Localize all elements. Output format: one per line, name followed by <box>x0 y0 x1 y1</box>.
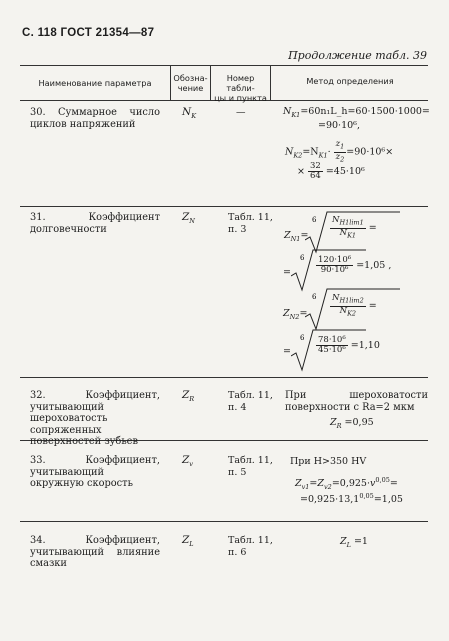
row-31-zn1-fraction: $\frac{N_{H1lim1}}{N_{K1}}$ = <box>332 215 377 240</box>
row-30-symbol: $N_K$ <box>182 106 197 121</box>
row-32-method-value: $Z_R =0,95$ <box>330 417 374 430</box>
svg-text:6: 6 <box>312 216 317 224</box>
column-header-designation: Обозна- чение <box>173 73 208 93</box>
row-33-formula-1: $Z_{v1}=Z_{v2}=0,925\cdot v^{0,05}=$ <box>295 476 398 492</box>
row-31-symbol: $Z_N$ <box>182 211 195 226</box>
column-header-name: Наименование параметра <box>38 78 152 88</box>
table-continuation-label: Продолжение табл. 39 <box>288 49 427 62</box>
column-divider <box>270 66 271 100</box>
row-30-ref: — <box>236 107 246 118</box>
row-33-symbol: $Z_v$ <box>182 454 193 469</box>
row-31-eq: = <box>283 346 291 357</box>
row-32-name: 32. Коэффициент, учитывающий шероховатость сопряженных поверхностей зубьев <box>30 390 160 447</box>
row-34-name: 34. Коэффициент, учитывающий влияние смазки <box>30 535 160 569</box>
row-31-name: 31. Коэффициент долговечности <box>30 212 160 235</box>
row-31-zn2-formula: $Z_{N2}=$ <box>283 308 308 321</box>
row-31-ref: Табл. 11, п. 3 <box>228 212 273 235</box>
svg-text:6: 6 <box>300 334 305 342</box>
column-header-method: Метод определения <box>306 76 394 86</box>
column-divider <box>170 66 171 100</box>
page-header: С. 118 ГОСТ 21354—87 <box>22 27 155 39</box>
svg-text:6: 6 <box>300 254 305 262</box>
row-rule <box>20 206 428 207</box>
row-32-symbol: $Z_R$ <box>182 389 195 404</box>
row-31-eq: = <box>283 267 291 278</box>
row-rule <box>20 377 428 378</box>
row-34-ref: Табл. 11, п. 6 <box>228 535 273 558</box>
row-33-name: 33. Коэффициент, учитывающий окружную скорость <box>30 455 160 489</box>
row-33-ref: Табл. 11, п. 5 <box>228 455 273 478</box>
row-30-formula-2: $N_{K2}=N_{K1}\cdot$ $\frac{z_1}{z_2}$ =90·10⁶× <box>285 139 394 164</box>
row-31-zn1-numbers: $\frac{\text{120·10⁶}}{\text{90·10⁶}}$ =1,05 , <box>318 255 392 275</box>
row-33-formula-2: $=0,925\cdot 13,1^{0,05}=1,05$ <box>300 492 403 506</box>
svg-text:6: 6 <box>312 293 317 301</box>
row-34-symbol: $Z_L$ <box>182 534 194 549</box>
row-31-zn1-formula: $Z_{N1}=$ <box>284 230 309 243</box>
row-30-formula-3: × $\frac{32}{64}$ =45·10⁶ <box>297 161 365 181</box>
row-33-method-condition: При H>350 HV <box>290 456 367 467</box>
row-30-formula-1-cont: =90·10⁶, <box>318 120 360 131</box>
row-34-method-value: $Z_L =1$ <box>340 536 368 549</box>
column-divider <box>210 66 211 100</box>
row-30-formula-1: $N_{K1}=60n_1L\_h=60\cdot 1500\cdot 1000=$ <box>283 106 430 119</box>
row-rule <box>20 521 428 522</box>
row-30-name: 30. Суммарное число циклов напряжений <box>30 107 160 130</box>
row-31-zn2-fraction: $\frac{N_{H1lim2}}{N_{K2}}$ = <box>332 293 377 318</box>
row-32-method-text: При шероховатости поверхности с Ra=2 мкм <box>285 390 428 413</box>
column-header-table-ref: Номер табли- цы и пункта <box>214 73 267 103</box>
row-31-zn2-numbers: $\frac{\text{78·10⁶}}{\text{45·10⁶}}$ =1,10 <box>318 335 380 355</box>
row-32-ref: Табл. 11, п. 4 <box>228 390 273 413</box>
table-top-rule <box>20 65 428 66</box>
